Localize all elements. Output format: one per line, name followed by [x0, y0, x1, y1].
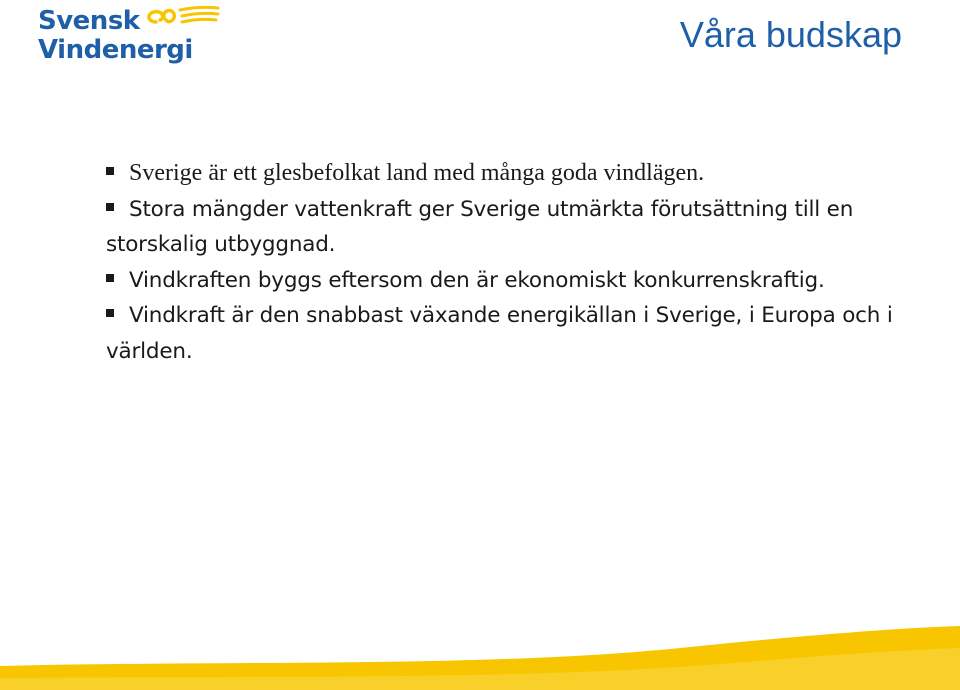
- logo-text-line2: Vindenergi: [38, 35, 193, 65]
- footer-wave-decoration: [0, 620, 960, 690]
- bullet-text: Stora mängder vattenkraft ger Sverige utmärkta förutsättning till en storskalig utbyggnad.: [106, 196, 854, 257]
- bullet-item: [106, 263, 906, 299]
- bullet-item: [106, 192, 906, 263]
- wind-swoosh-icon: [142, 4, 222, 36]
- bullet-text: Vindkraften byggs eftersom den är ekonomiskt konkurrenskraftig.: [129, 267, 825, 293]
- square-bullet-icon: [106, 203, 114, 211]
- bullet-text: Vindkraft är den snabbast växande energikällan i Sverige, i Europa och i världen.: [106, 303, 893, 364]
- bullet-list: [106, 156, 906, 369]
- square-bullet-icon: [106, 167, 114, 175]
- company-logo: [38, 4, 228, 74]
- slide-title: Våra budskap: [679, 14, 902, 55]
- square-bullet-icon: [106, 309, 114, 317]
- bullet-item: [106, 156, 906, 192]
- logo-text-line1: Svensk: [38, 6, 140, 36]
- bullet-item: [106, 298, 906, 369]
- square-bullet-icon: [106, 274, 114, 282]
- bullet-text: Sverige är ett glesbefolkat land med många goda vindlägen.: [129, 160, 705, 186]
